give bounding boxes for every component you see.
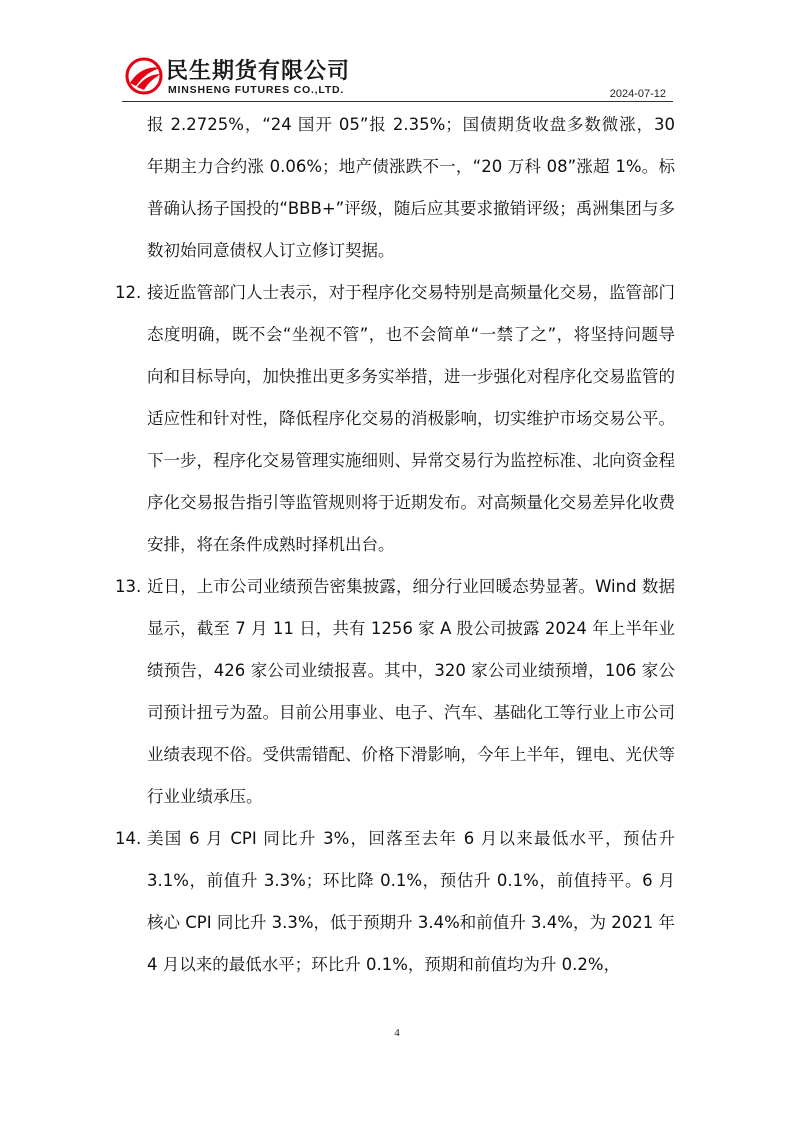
page-body (115, 104, 675, 986)
report-date: 2024-07-12 (609, 88, 666, 100)
item-text: 接近监管部门人士表示，对于程序化交易特别是高频量化交易，监管部门态度明确，既不会“坐视不管”，也不会简单“一禁了之”，将坚持问题导向和目标导向，加快推出更多务实举措，进一步强化对程序化交易监管的适应性和针对性，降低程序化交易的消极影响，切实维护市场交易公平。下一步，程序化交易管理实施细则、异常交易行为监控标准、北向资金程序化交易报告指引等监管规则将于近期发布。对高频量化交易差异化收费安排，将在条件成熟时择机出台。 (147, 283, 675, 554)
item-text: 美国 6 月 CPI 同比升 3%，回落至去年 6 月以来最低水平，预估升 3.1%，前值升 3.3%；环比降 0.1%，预估升 0.1%，前值持平。6 月核心 CPI 同比升 3.3%，低于预期升 3.4%和前值升 3.4%，为 2021 年 4 月以来的最低水平；环比升 0.1%，预期和前值均为升 0.2%， (147, 829, 675, 974)
minsheng-logo-icon (124, 56, 164, 96)
continued-paragraph: 报 2.2725%，“24 国开 05”报 2.35%；国债期货收盘多数微涨，30 年期主力合约涨 0.06%；地产债涨跌不一，“20 万科 08”涨超 1%。标普确认扬子国投的“BBB+”评级，随后应其要求撤销评级；禹洲集团与多数初始同意债权人订立修订契据。 (147, 115, 675, 260)
page-number: 4 (394, 1027, 400, 1039)
header-divider (122, 101, 673, 102)
list-item-13 (115, 566, 675, 818)
item-number: 12. (115, 283, 142, 302)
page-header (122, 52, 672, 102)
item-number: 13. (115, 577, 142, 596)
list-item-14 (115, 818, 675, 986)
company-name-en: MINSHENG FUTURES CO.,LTD. (168, 84, 345, 96)
item-text: 近日，上市公司业绩预告密集披露，细分行业回暖态势显著。Wind 数据显示，截至 7 月 11 日，共有 1256 家 A 股公司披露 2024 年上半年业绩预告，426 家公司业绩报喜。其中，320 家公司业绩预增，106 家公司预计扭亏为盈。目前公用事业、电子、汽车、基础化工等行业上市公司业绩表现不俗。受供需错配、价格下滑影响，今年上半年，锂电、光伏等行业业绩承压。 (147, 577, 675, 806)
list-item-12 (115, 272, 675, 566)
item-number: 14. (115, 829, 142, 848)
company-name-cn: 民生期货有限公司 (166, 59, 351, 84)
